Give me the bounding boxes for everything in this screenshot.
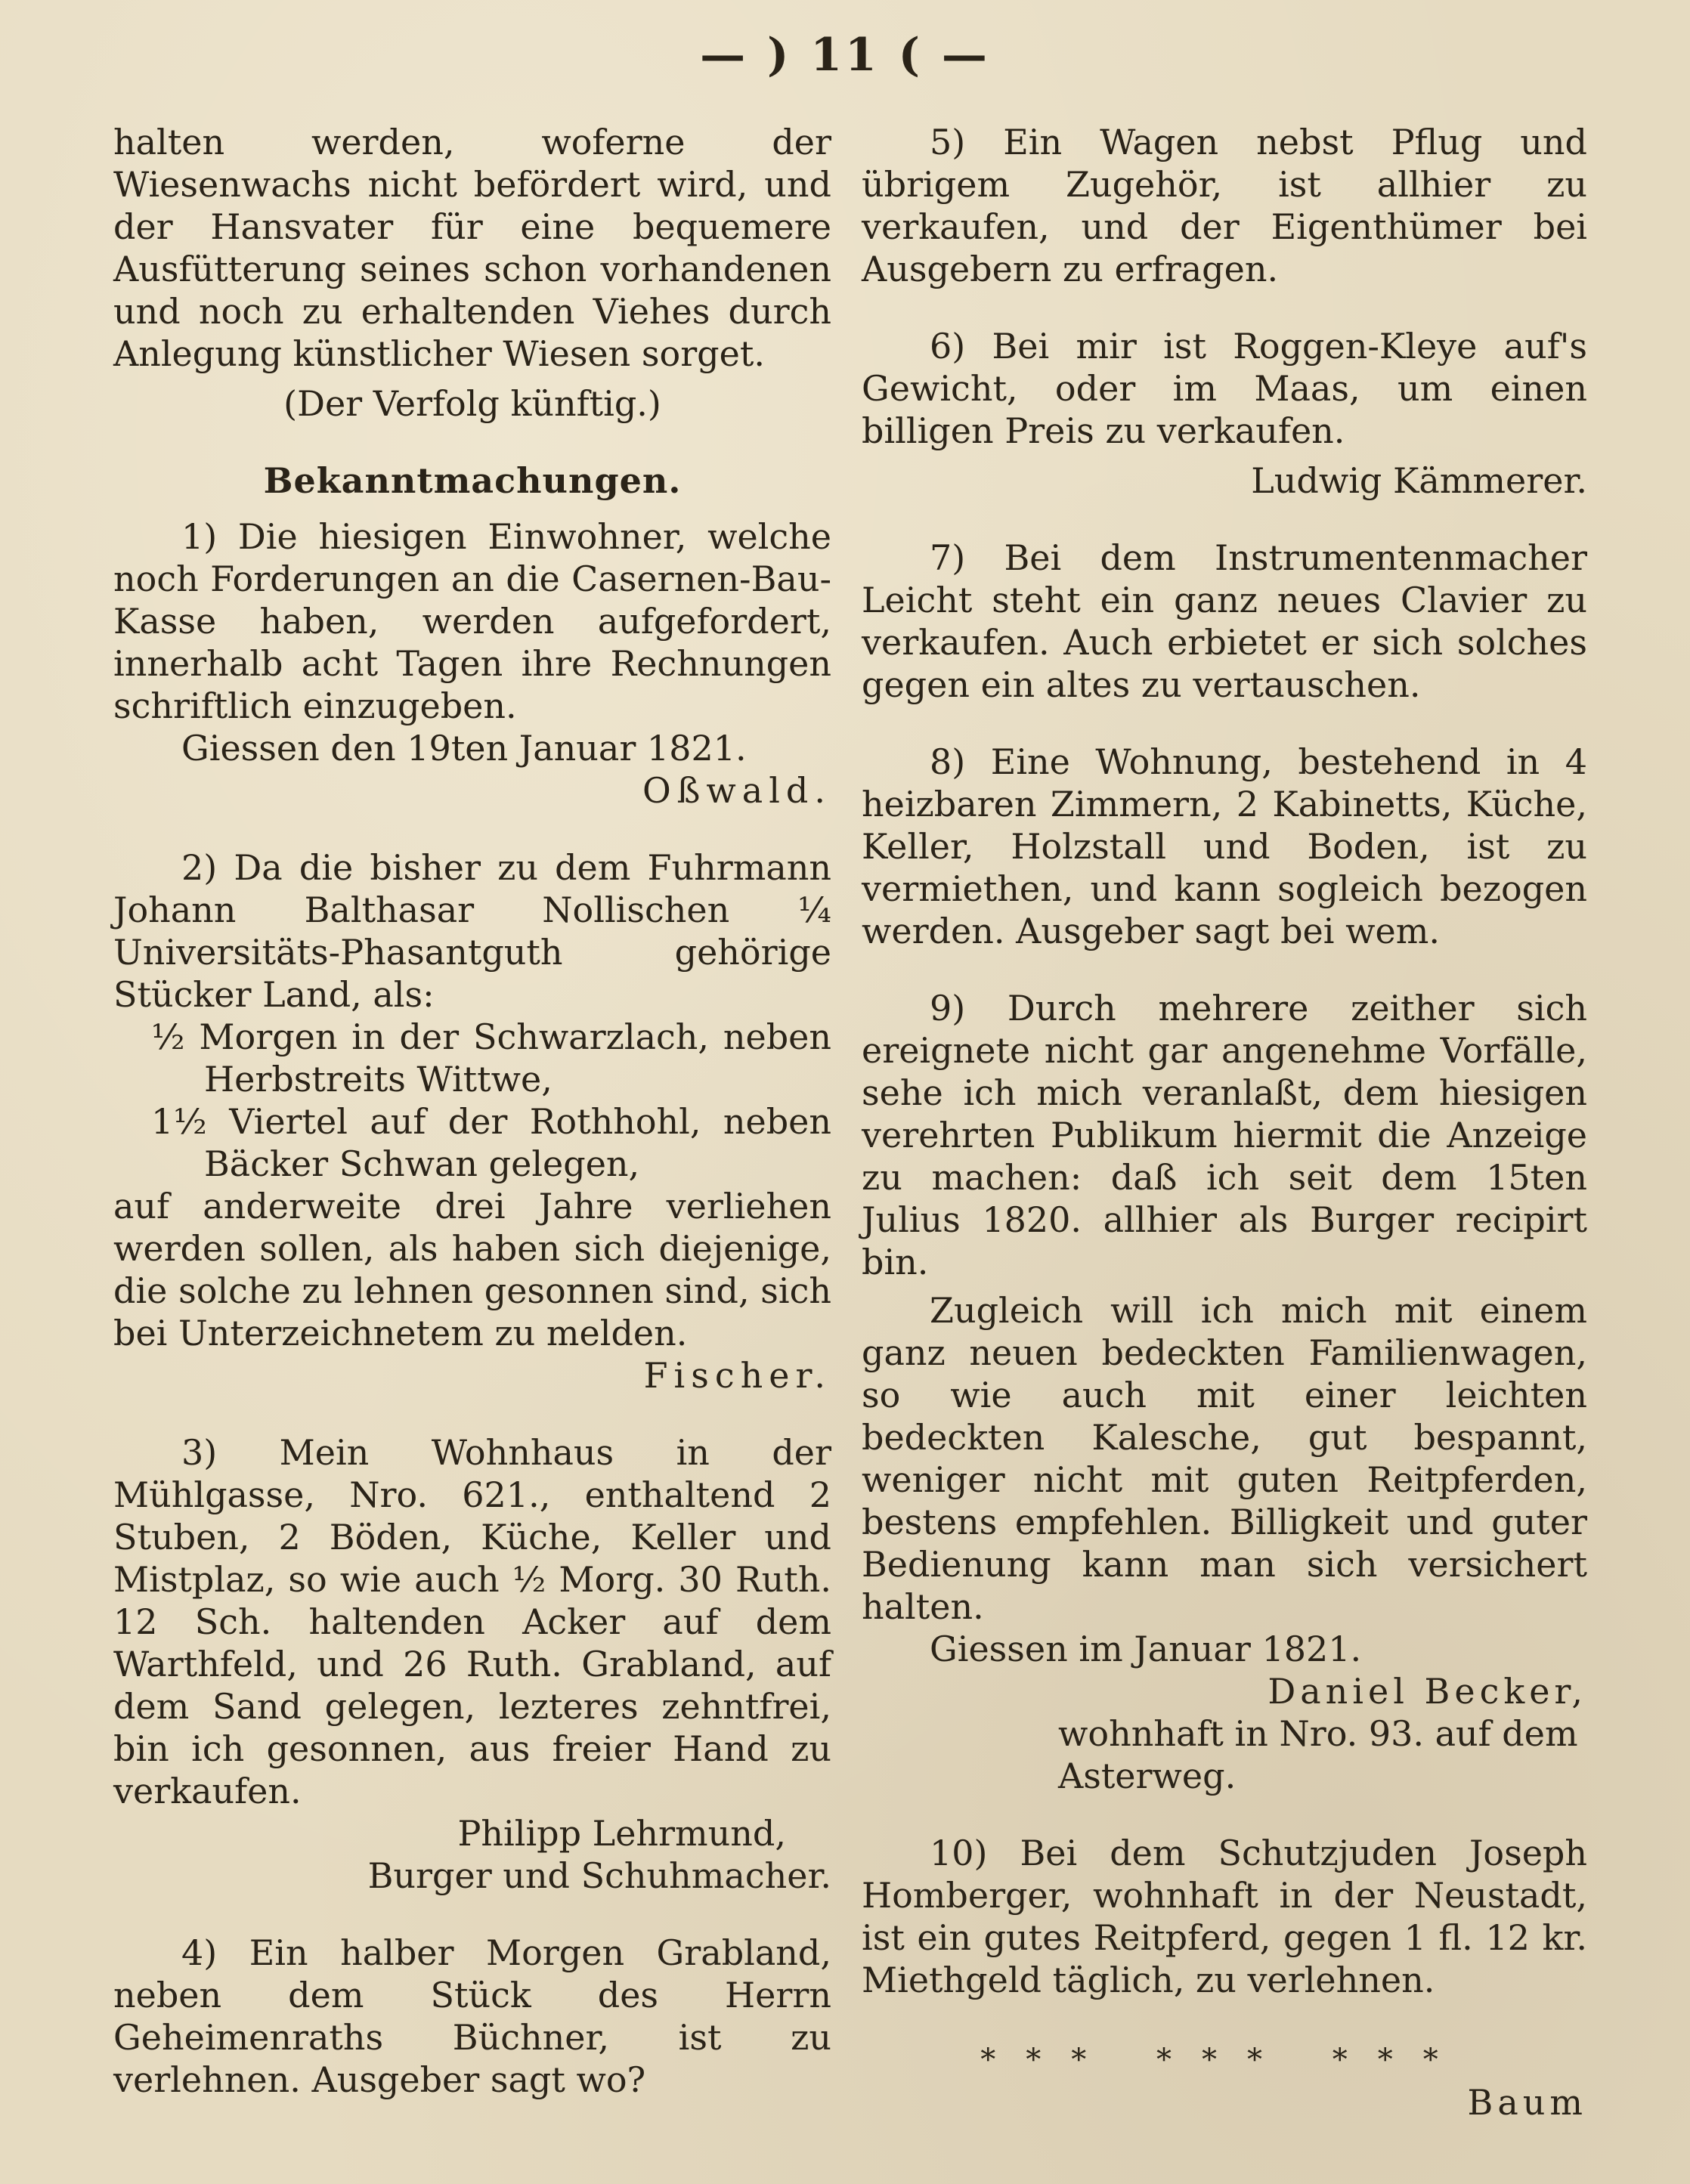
ornament-stars: *** *** *** (980, 2043, 1469, 2077)
notice-9-place-date: Giessen im Januar 1821. (930, 1629, 1362, 1669)
notice-3 (113, 1431, 831, 1897)
notice-3-signature-title: Burger und Schuhmacher. (367, 1855, 831, 1896)
notice-1-signature: Oßwald. (642, 770, 831, 811)
notice-3-text: 3) Mein Wohnhaus in der Mühlgasse, Nro. 621., enthaltend 2 Stuben, 2 Böden, Küche, Keller und Mistplaz, so wie auch ½ Morg. 30 Ruth. 12 Sch. haltenden Acker auf dem Warthfeld, und 26 Ruth. Grabland, auf dem Sand gelegen, lezteres zehntfrei, bin ich gesonnen, aus freier Hand zu verkaufen. (113, 1432, 831, 1811)
notice-2-outro: auf anderweite drei Jahre verliehen werden sollen, als haben sich diejenige, die solche zu lehnen gesonnen sind, sich bei Unterzeichnetem zu melden. (113, 1186, 831, 1353)
notice-6 (862, 325, 1587, 502)
article-continuation (113, 121, 831, 425)
left-column (113, 121, 831, 2136)
notice-7-text: 7) Bei dem Instrumentenmacher Leicht steht ein ganz neues Clavier zu verkaufen. Auch erbietet er sich solches gegen ein altes zu vertauschen. (862, 537, 1587, 705)
notice-5-text: 5) Ein Wagen nebst Pflug und übrigem Zugehör, ist allhier zu verkaufen, und der Eigenthümer bei Ausgebern zu erfragen. (862, 122, 1587, 289)
notice-4-text: 4) Ein halber Morgen Grabland, neben dem Stück des Herrn Geheimenraths Büchner, ist zu verlehnen. Ausgeber sagt wo? (113, 1932, 831, 2100)
continuation-text: halten werden, woferne der Wiesenwachs nicht befördert wird, und der Hansvater für eine bequemere Ausfütterung seines schon vorhandenen und noch zu erhaltenden Viehes durch Anlegung künstlicher Wiesen sorget. (113, 122, 831, 374)
notice-10 (862, 1832, 1587, 2001)
notice-1-place-date: Giessen den 19ten Januar 1821. (181, 728, 747, 769)
notice-2-item-1: ½ Morgen in der Schwarzlach, neben Herbstreits Wittwe, (151, 1016, 831, 1100)
notice-5 (862, 121, 1587, 290)
notice-2-item-2: 1½ Viertel auf der Rothhohl, neben Bäcker Schwan gelegen, (151, 1101, 831, 1184)
notice-3-signature-name: Philipp Lehrmund, (457, 1813, 786, 1854)
notice-2-intro: 2) Da die bisher zu dem Fuhrmann Johann Balthasar Nollischen ¼ Universitäts-Phasantguth gehörige Stücker Land, als: (113, 847, 831, 1015)
section-heading: Bekanntmachungen. (263, 460, 682, 501)
notice-7 (862, 537, 1587, 706)
page-number: — ) 11 ( — (700, 29, 990, 82)
notice-8 (862, 741, 1587, 952)
notice-8-text: 8) Eine Wohnung, bestehend in 4 heizbaren Zimmern, 2 Kabinetts, Küche, Keller, Holzstall und Boden, ist zu vermiethen, und kann sogleich bezogen werden. Ausgeber sagt bei wem. (862, 741, 1587, 951)
notice-4 (113, 1932, 831, 2101)
catchword: Baum (1467, 2082, 1587, 2123)
notice-6-text: 6) Bei mir ist Roggen-Kleye auf's Gewicht, oder im Maas, um einen billigen Preis zu verkaufen. (862, 326, 1587, 451)
notice-9-signature-name: Daniel Becker, (1268, 1671, 1587, 1712)
notice-1 (113, 515, 831, 812)
notice-9 (862, 987, 1587, 1797)
notice-9-text-1: 9) Durch mehrere zeither sich ereignete nicht gar angenehme Vorfälle, sehe ich mich veranlaßt, dem hiesigen verehrten Publikum hiermit die Anzeige zu machen: daß ich seit dem 15ten Julius 1820. allhier als Burger recipirt bin. (862, 988, 1587, 1282)
notice-2 (113, 846, 831, 1397)
notice-9-text-2: Zugleich will ich mich mit einem ganz neuen bedeckten Familienwagen, so wie auch mit einer leichten bedeckten Kalesche, gut bespannt, weniger nicht mit guten Reitpferden, bestens empfehlen. Billigkeit und guter Bedienung kann man sich versichert halten. (862, 1290, 1587, 1627)
notice-9-signature-address: wohnhaft in Nro. 93. auf dem Asterweg. (1058, 1713, 1578, 1796)
right-column (862, 121, 1587, 2124)
notice-10-text: 10) Bei dem Schutzjuden Joseph Homberger, wohnhaft in der Neustadt, ist ein gutes Reitpferd, gegen 1 fl. 12 kr. Miethgeld täglich, zu verlehnen. (862, 1833, 1587, 2000)
notice-6-signature: Ludwig Kämmerer. (1251, 460, 1587, 501)
notice-2-signature: Fischer. (643, 1355, 831, 1396)
notice-1-text: 1) Die hiesigen Einwohner, welche noch Forderungen an die Casernen-Bau-Kasse haben, werden aufgefordert, innerhalb acht Tagen ihre Rechnungen schriftlich einzugeben. (113, 516, 831, 726)
to-be-continued-note: (Der Verfolg künftig.) (283, 383, 661, 424)
